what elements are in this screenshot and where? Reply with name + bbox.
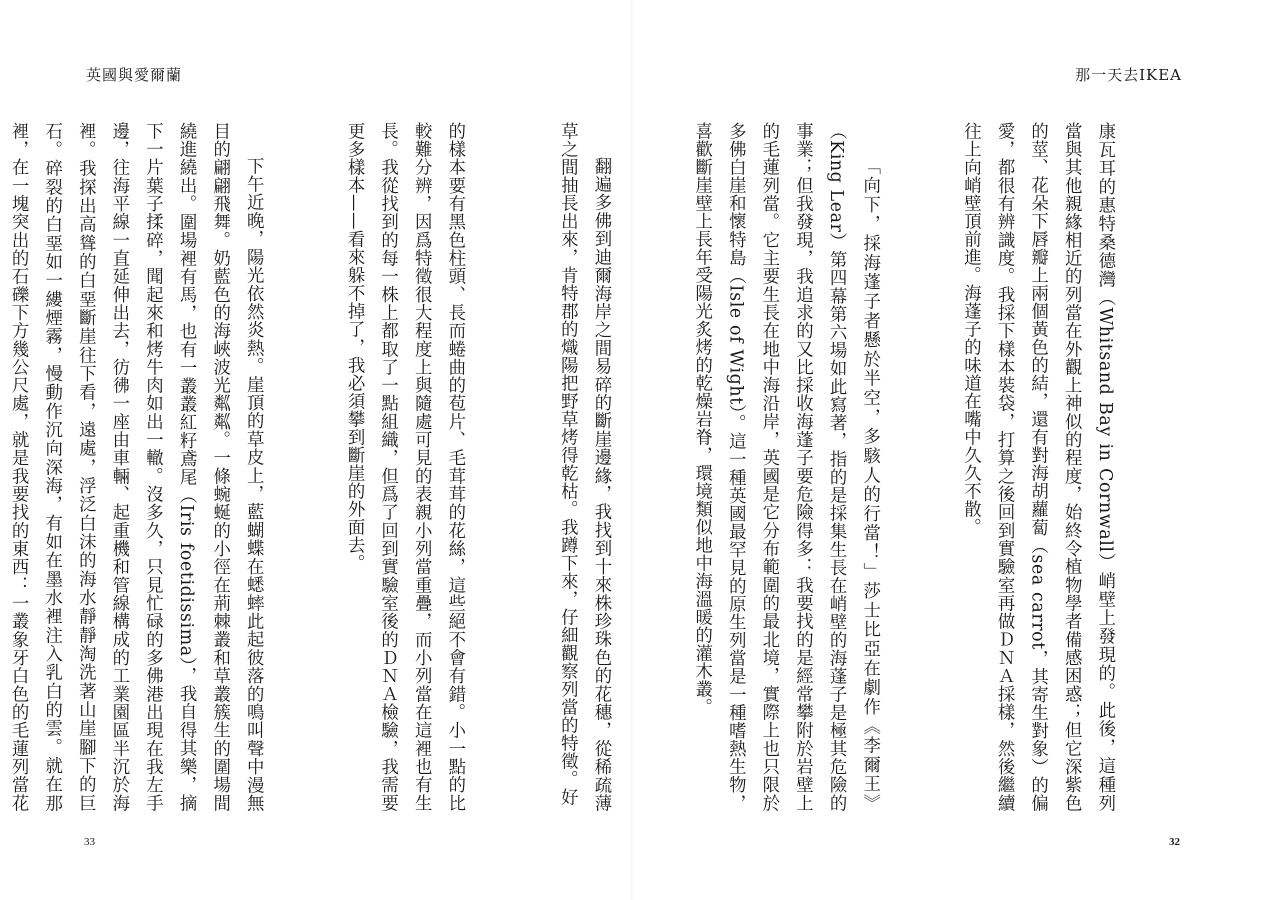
running-head-right: 那一天去IKEA: [1075, 66, 1182, 84]
page-number-left: 33: [84, 836, 95, 848]
running-head-left: 英國與愛爾蘭: [86, 66, 183, 84]
right-page: [557, 0, 1264, 900]
left-page-body: [8, 122, 538, 812]
paragraph: 下午近晚，陽光依然炎熱。崖頂的草皮上，藍蝴蝶在蟋蟀此起彼落的鳴叫聲中漫無目的翩翩飛舞。奶藍色的海峽波光粼粼。一條蜿蜒的小徑在荊棘叢和草叢簇生的圍場間繞進繞出。圍場裡有馬，也有一叢叢紅籽鳶尾（Iris foetidissima），我自得其樂，摘下一片葉子揉碎，聞起來和烤牛肉如出一轍。沒多久，只見忙碌的多佛港出現在我左手邊，往海平線一直延伸出去，彷彿一座由車輛、起重機和管線構成的工業園區半沉於海裡。我探出高聳的白堊斷崖往下看，遠處，浮泛白沫的海水靜靜淘洗著山崖腳下的巨石。碎裂的白堊如一縷煙霧，慢動作沉向深海，有如在墨水裡注入乳白的雲。就在那裡，在一塊突出的石礫下方幾公尺處，就是我要找的東西：一叢象牙白色的毛蓮列當花: [8, 122, 264, 812]
page-number-right: 32: [1169, 836, 1180, 848]
paragraph: 的樣本要有黑色柱頭、長而蜷曲的苞片、毛茸茸的花絲，這些絕不會有錯。小一點的比較難分辨，因爲特徵很大程度上與隨處可見的表親小列當重疊，而小列當在這裡也有生長。我從找到的每一株上都取了一點組織，但爲了回到實驗室後的ＤＮＡ檢驗，我需要更多樣本——看來躲不掉了，我必須攀到斷崖的外面去。: [344, 122, 465, 812]
right-page-body: [557, 122, 1188, 812]
paragraph: 翻遍多佛到迪爾海岸之間易碎的斷崖邊緣，我找到十來株珍珠色的花穗，從稀疏薄草之間抽長出來，肯特郡的熾陽把野草烤得乾枯。我蹲下來，仔細觀察列當的特徵。好: [557, 122, 611, 812]
paragraph: 「向下，採海蓬子者懸於半空，多駭人的行當！」莎士比亞在劇作《李爾王》（King Lear）第四幕第六場如此寫著，指的是採集生長在峭壁的海蓬子是極其危險的事業；但我發現，我追求的又比採收海蓬子要危險得多：我要找的是經常攀附於岩壁上的毛蓮列當。它主要生長在地中海沿岸，英國是它分布範圍的最北境，實際上也只限於多佛白崖和懷特島（Isle of Wight）。這一種英國最罕見的原生列當是一種嗜熱生物，喜歡斷崖壁上長年受陽光炙烤的乾燥岩脊，環境類似地中海溫暖的灌木叢。: [691, 122, 880, 812]
paragraph: 康瓦耳的惠特桑德灣（Whitsand Bay in Cornwall）峭壁上發現的。此後，這種列當與其他親緣相近的列當在外觀上神似的程度，始終令植物學者備感困惑；但它深紫色的莖、花朵下唇瓣上兩個黃色的結，還有對海胡蘿蔔（sea carrot，其寄生對象）的偏愛，都很有辨識度。我採下樣本裝袋，打算之後回到實驗室再做ＤＮＡ採樣，然後繼續往上向峭壁頂前進。海蓬子的味道在嘴中久久不散。: [960, 122, 1115, 812]
